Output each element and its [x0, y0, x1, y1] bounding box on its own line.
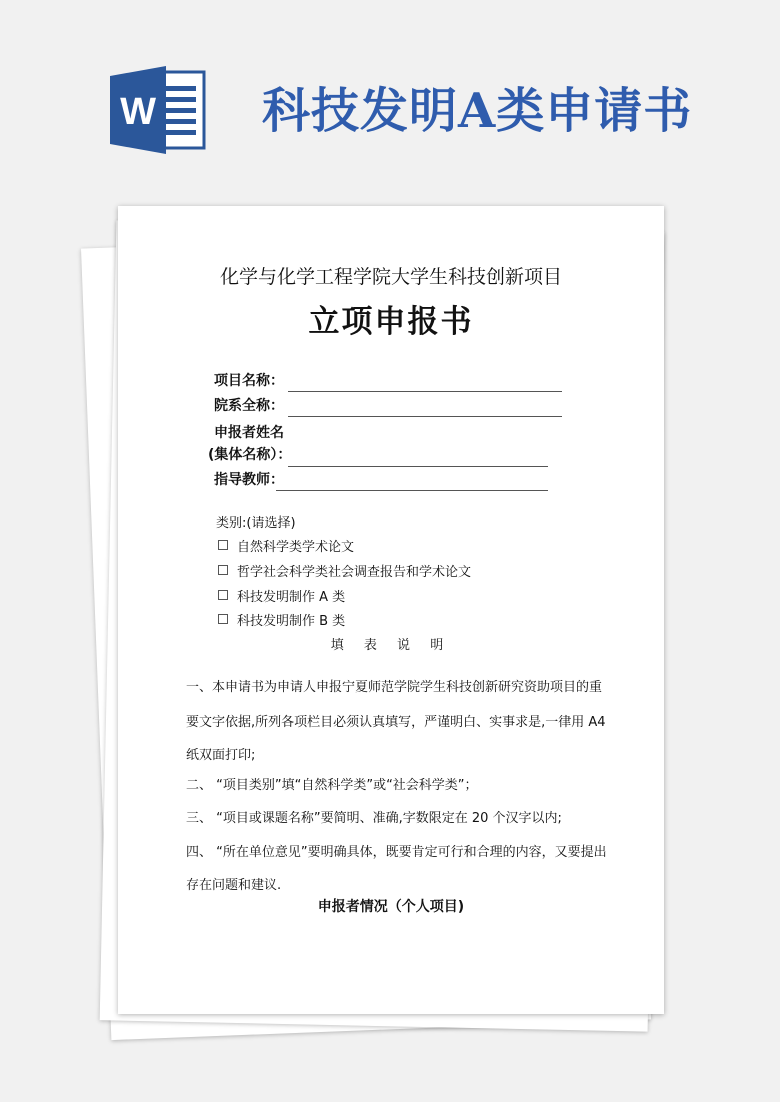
instruction-line: 纸双面打印; [186, 748, 256, 763]
category-option[interactable] [218, 586, 345, 605]
category-option[interactable] [218, 536, 354, 555]
org-title: 化学与化学工程学院大学生科技创新项目 [219, 266, 562, 288]
category-option-label: 科技发明制作 A 类 [237, 590, 346, 605]
instruction-line: 四、 “所在单位意见”要明确具体，既要肯定可行和合理的内容，又要提出 [186, 845, 607, 860]
applicant-section-title: 申报者情况（个人项目) [317, 899, 465, 915]
banner-title: 科技发明A类申请书 [262, 83, 693, 139]
category-option-label: 哲学社会科学类社会调查报告和学术论文 [237, 565, 472, 580]
field-line-advisor[interactable] [276, 490, 548, 491]
field-label-department: 院系全称： [214, 398, 284, 414]
checkbox-icon[interactable] [218, 540, 228, 550]
category-option[interactable] [218, 610, 345, 629]
category-option-label: 自然科学类学术论文 [237, 540, 355, 555]
instruction-line: 二、 “项目类别”填“自然科学类”或“社会科学类”； [186, 778, 478, 793]
instructions-title: 填 表 说 明 [330, 638, 452, 653]
field-label-group-name: (集体名称）： [208, 447, 292, 463]
logo-letter: W [120, 91, 156, 133]
field-line-project-name[interactable] [288, 391, 562, 392]
form-title: 立项申报书 [308, 304, 474, 340]
banner [0, 0, 780, 200]
field-line-applicant-name[interactable] [288, 466, 548, 467]
instruction-line: 存在问题和建议. [186, 878, 282, 893]
checkbox-icon[interactable] [218, 565, 228, 575]
instruction-line: 要文字依据,所列各项栏目必须认真填写，严谨明白、实事求是,一律用 A4 [186, 715, 606, 730]
field-label-advisor: 指导教师： [214, 472, 284, 488]
category-option-label: 科技发明制作 B 类 [237, 614, 346, 629]
instruction-line: 一、本申请书为申请人申报宁夏师范学院学生科技创新研究资助项目的重 [186, 680, 603, 695]
instruction-line: 三、 “项目或课题名称”要简明、准确,字数限定在 20 个汉字以内; [186, 811, 562, 826]
field-label-project-name: 项目名称： [214, 373, 284, 389]
field-line-department[interactable] [288, 416, 562, 417]
checkbox-icon[interactable] [218, 590, 228, 600]
field-label-applicant-name: 申报者姓名 [214, 425, 284, 441]
category-label: 类别:(请选择) [216, 516, 296, 531]
document-page [118, 206, 664, 1014]
checkbox-icon[interactable] [218, 614, 228, 624]
category-option[interactable] [218, 561, 471, 580]
word-document-icon [108, 66, 208, 154]
